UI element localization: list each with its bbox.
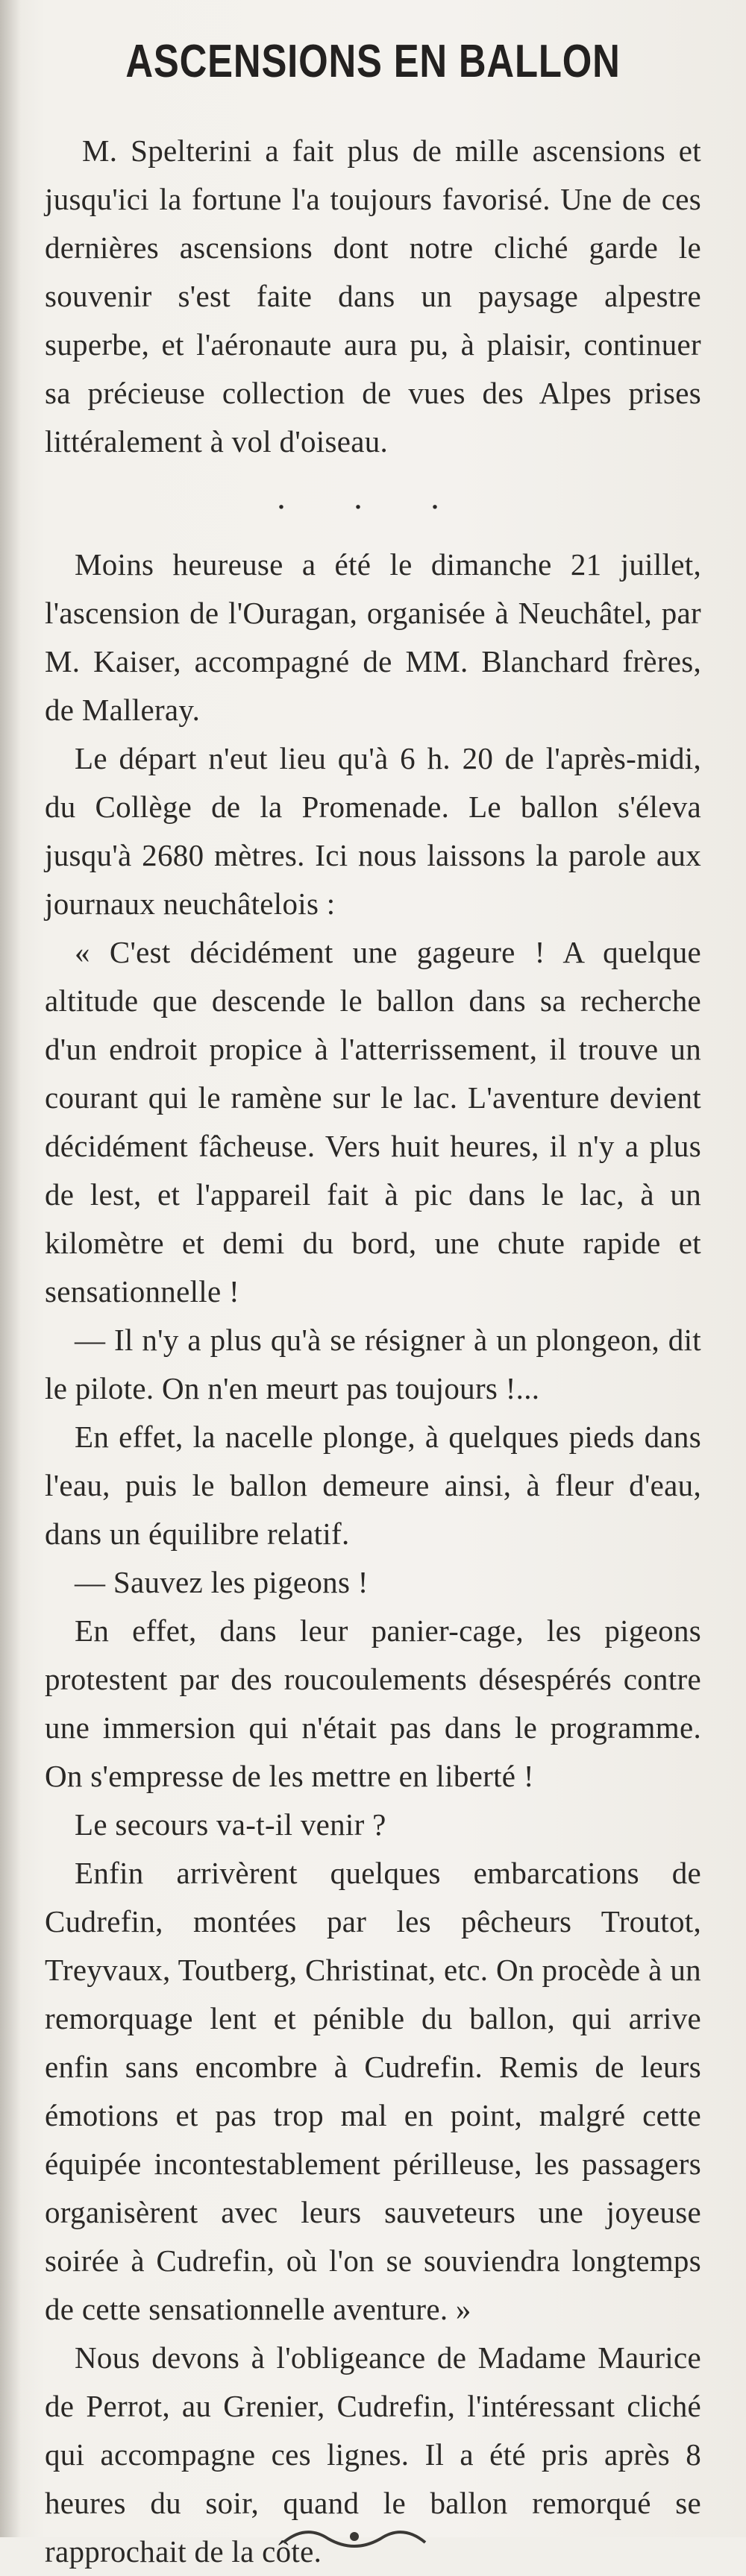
paragraph-pigeons-cry: — Sauvez les pigeons ! bbox=[75, 1565, 369, 1599]
paragraph-depart: Le départ n'eut lieu qu'à 6 h. 20 de l'après-midi, du Collège de la Promenade. Le ballon s'éleva jusqu'à 2680 mètres. Ici nous laissons la parole aux journaux neuchâtelois : bbox=[45, 741, 701, 921]
paragraph-credit: Nous devons à l'obligeance de Madame Maurice de Perrot, au Grenier, Cudrefin, l'intéressant cliché qui accompagne ces lignes. Il a été pris après 8 heures du soir, quand le ballon remorqué se rapprochait de la côte. bbox=[45, 2340, 701, 2569]
paragraph-plongeon: — Il n'y a plus qu'à se résigner à un plongeon, dit le pilote. On n'en meurt pas toujours !... bbox=[45, 1323, 701, 1405]
paragraph-pigeons: En effet, dans leur panier-cage, les pigeons protestent par des roucoulements désespérés contre une immersion qui n'était pas dans le programme. On s'empresse de les mettre en liberté ! bbox=[45, 1613, 701, 1793]
paragraph-spelterini: M. Spelterini a fait plus de mille ascensions et jusqu'ici la fortune l'a toujours favorisé. Une de ces dernières ascensions dont notre cliché garde le souvenir s'est faite dans un paysage alpestre superbe, et l'aéronaute aura pu, à plaisir, continuer sa précieuse collection de vues des Alpes prises littéralement à vol d'oiseau. bbox=[45, 133, 701, 459]
paragraph-nacelle: En effet, la nacelle plonge, à quelques pieds dans l'eau, puis le ballon demeure ainsi, à fleur d'eau, dans un équilibre relatif. bbox=[45, 1420, 701, 1551]
paragraph-secours: Le secours va-t-il venir ? bbox=[75, 1807, 386, 1842]
article bbox=[45, 30, 701, 2576]
section-separator: . . . bbox=[277, 478, 469, 516]
paragraph-ouragan: Moins heureuse a été le dimanche 21 juillet, l'ascension de l'Ouragan, organisée à Neuchâtel, par M. Kaiser, accompagné de MM. Blanchard frères, de Malleray. bbox=[45, 547, 701, 727]
article-title: ASCENSIONS EN BALLON bbox=[125, 36, 621, 87]
paragraph-quote-gageure: « C'est décidément une gageure ! A quelque altitude que descende le ballon dans sa recherche d'un endroit propice à l'atterrissement, il trouve un courant qui le ramène sur le lac. L'aventure devient décidément fâcheuse. Vers huit heures, il n'y a plus de lest, et l'appareil fait à pic dans le lac, à un kilomètre et demi du bord, une chute rapide et sensationnelle ! bbox=[45, 935, 701, 1309]
ornament-icon bbox=[276, 2520, 433, 2550]
page-shadow bbox=[0, 0, 21, 2537]
paragraph-cudrefin: Enfin arrivèrent quelques embarcations de Cudrefin, montées par les pêcheurs Troutot, Treyvaux, Toutberg, Christinat, etc. On procède à un remorquage lent et pénible du ballon, qui arrive enfin sans encombre à Cudrefin. Remis de leurs émotions et pas trop mal en point, malgré cette équipée incontestablement périlleuse, les passagers organisèrent avec leurs sauveteurs une joyeuse soirée à Cudrefin, où l'on se souviendra longtemps de cette sensationnelle aventure. » bbox=[45, 1856, 701, 2326]
